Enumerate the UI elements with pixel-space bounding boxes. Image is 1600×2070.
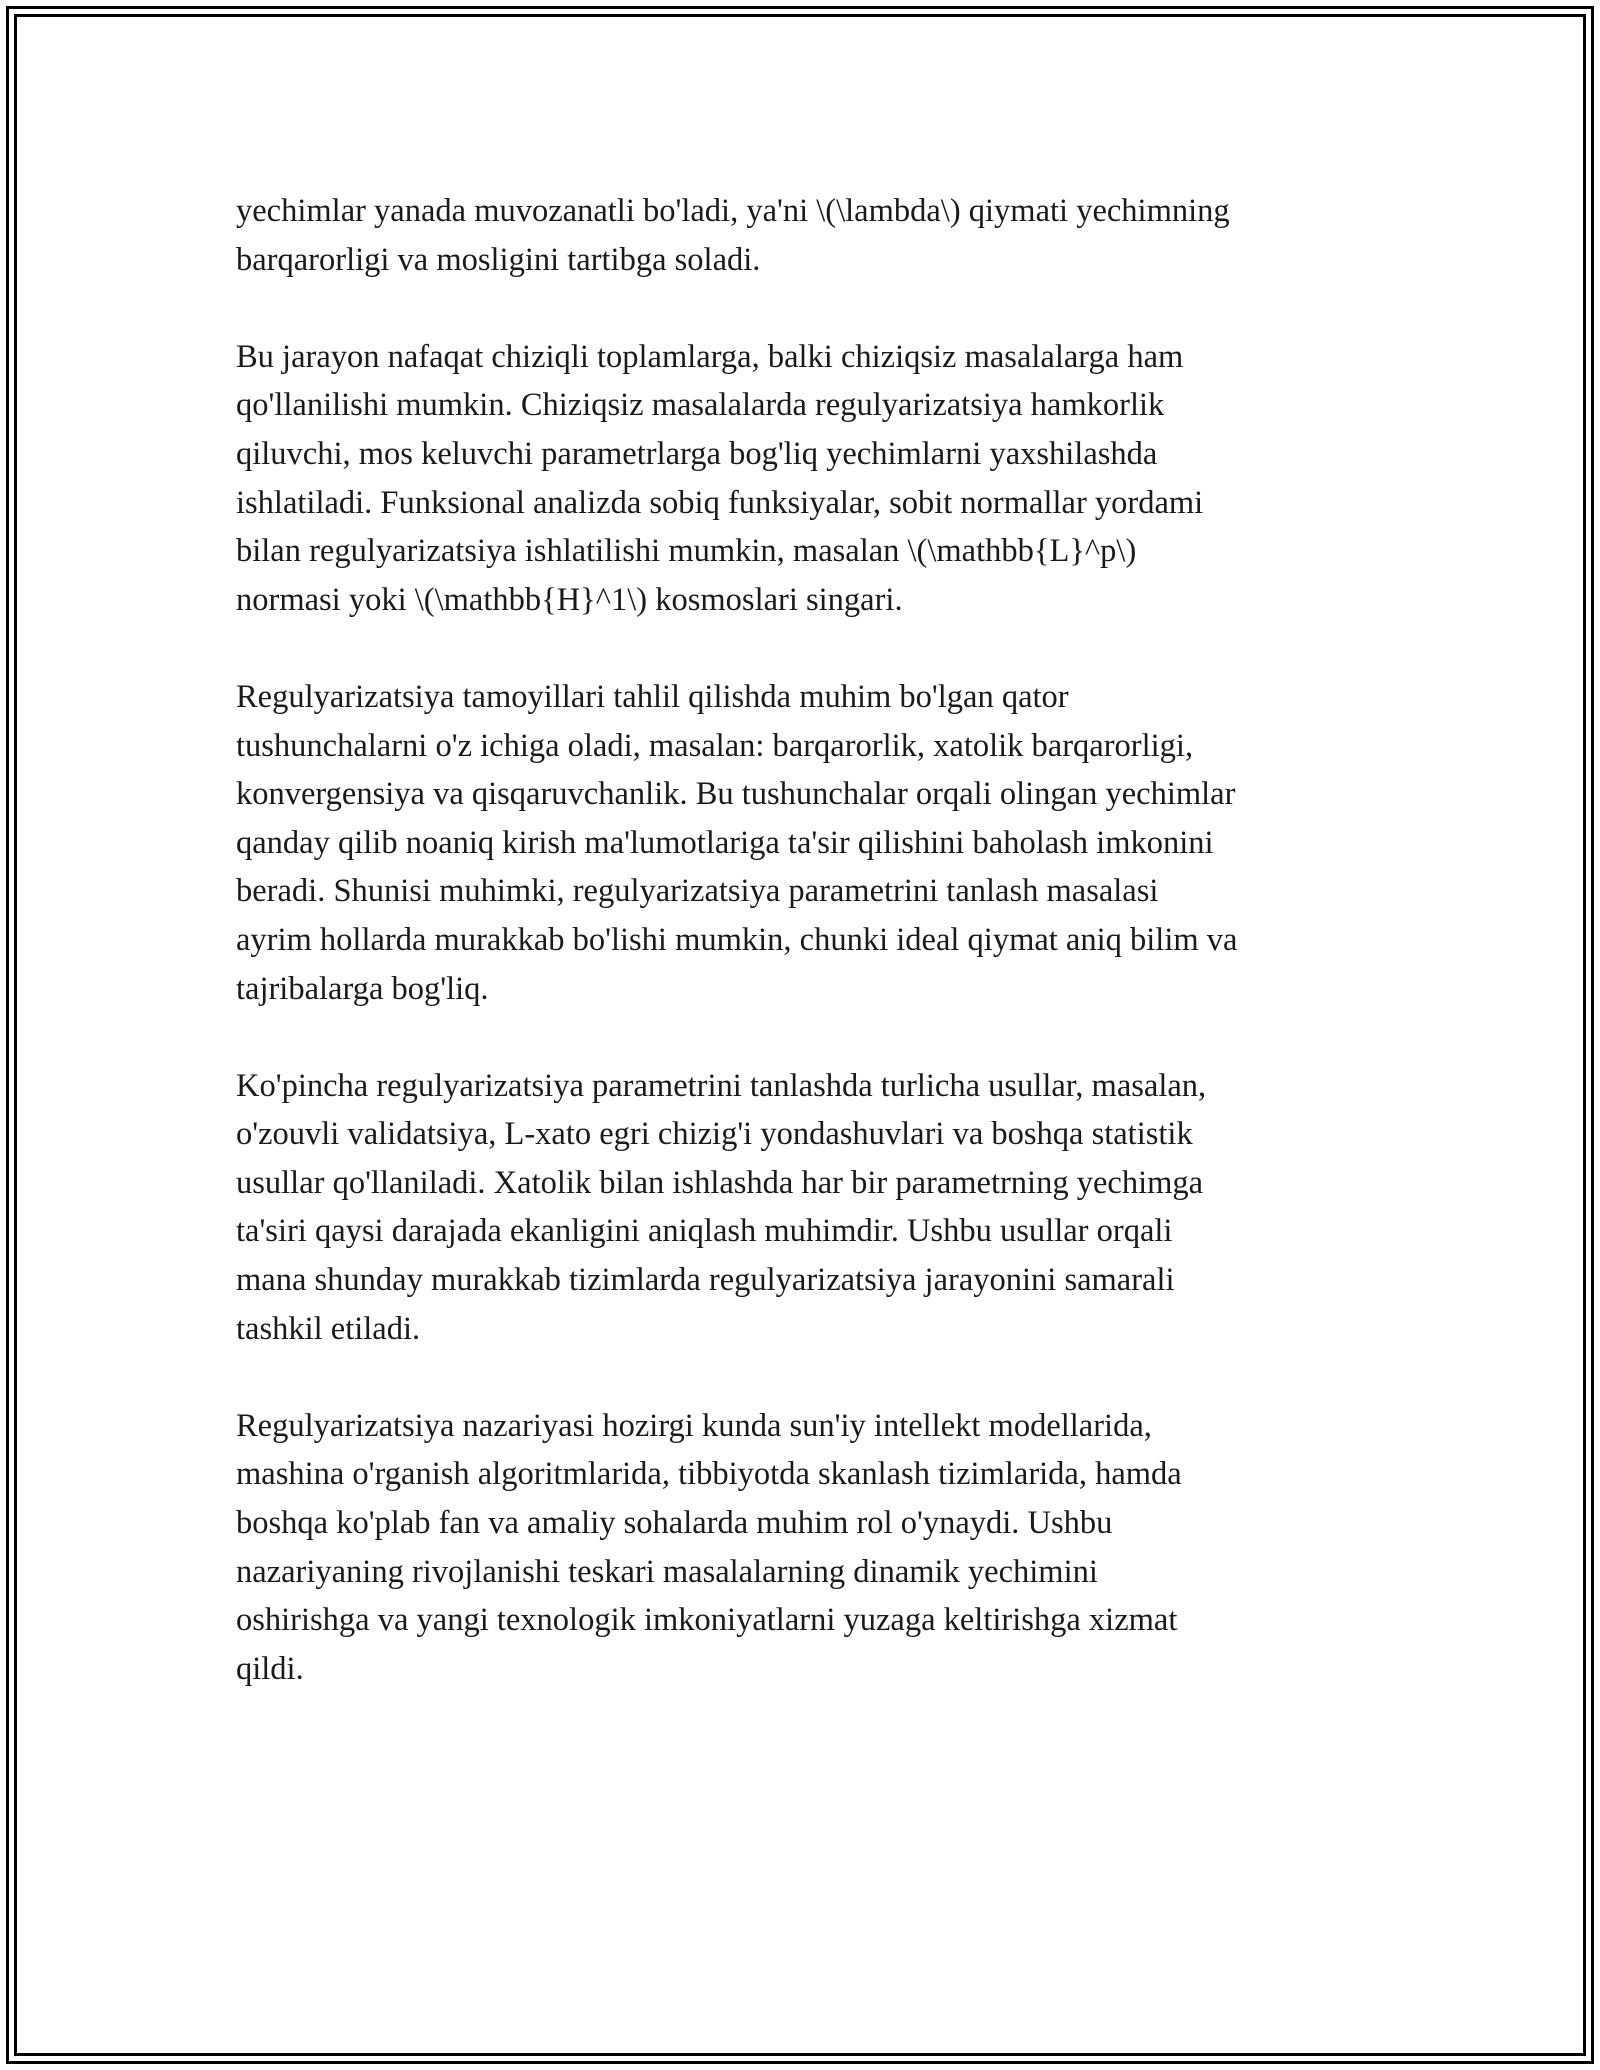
text-line: mashina o'rganish algoritmlarida, tibbiyotda skanlash tizimlarida, hamda [236, 1456, 1182, 1493]
text-line: yechimlar yanada muvozanatli bo'ladi, ya'ni \(\lambda\) qiymati yechimning [236, 193, 1230, 229]
text-line: ishlatiladi. Funksional analizda sobiq funksiyalar, sobit normallar yordami [236, 484, 1204, 521]
text-line: nazariyaning rivojlanishi teskari masalalarning dinamik yechimini [236, 1553, 1098, 1590]
text-line: oshirishga va yangi texnologik imkoniyatlarni yuzaga keltirishga xizmat [236, 1602, 1178, 1639]
text-line: tashkil etiladi. [236, 1310, 421, 1347]
text-line: tajribalarga bog'liq. [236, 970, 489, 1007]
text-line: usullar qo'llaniladi. Xatolik bilan ishlashda har bir parametrning yechimga [236, 1164, 1204, 1201]
paragraph-2 [236, 333, 1376, 625]
text-line: o'zouvli validatsiya, L-xato egri chizig'i yondashuvlari va boshqa statistik [236, 1116, 1193, 1153]
text-line: mana shunday murakkab tizimlarda regulyarizatsiya jarayonini samarali [236, 1262, 1175, 1299]
text-line: tushunchalarni o'z ichiga oladi, masalan: barqarorlik, xatolik barqarorligi, [236, 727, 1194, 764]
paragraph-3 [236, 673, 1376, 1013]
text-line: barqarorligi va mosligini tartibga soladi. [236, 241, 761, 278]
text-line: Bu jarayon nafaqat chiziqli toplamlarga, balki chiziqsiz masalalarga ham [236, 338, 1184, 375]
text-line: ayrim hollarda murakkab bo'lishi mumkin, chunki ideal qiymat aniq bilim va [236, 921, 1238, 958]
text-line: boshqa ko'plab fan va amaliy sohalarda muhim rol o'ynaydi. Ushbu [236, 1505, 1113, 1542]
paragraph-1 [236, 187, 1376, 284]
text-line: ta'siri qaysi darajada ekanligini aniqlash muhimdir. Ushbu usullar orqali [236, 1213, 1173, 1250]
document-body [236, 187, 1376, 1742]
text-line: qo'llanilishi mumkin. Chiziqsiz masalalarda regulyarizatsiya hamkorlik [236, 387, 1165, 424]
paragraph-4 [236, 1062, 1376, 1354]
text-line: qildi. [236, 1650, 304, 1687]
text-line: beradi. Shunisi muhimki, regulyarizatsiya parametrini tanlash masalasi [236, 873, 1159, 910]
text-line: Regulyarizatsiya nazariyasi hozirgi kunda sun'iy intellekt modellarida, [236, 1407, 1152, 1444]
text-line: qanday qilib noaniq kirish ma'lumotlariga ta'sir qilishini baholash imkonini [236, 824, 1214, 861]
text-line: konvergensiya va qisqaruvchanlik. Bu tushunchalar orqali olingan yechimlar [236, 776, 1236, 813]
paragraph-5 [236, 1402, 1376, 1694]
text-line: normasi yoki \(\mathbb{H}^1\) kosmoslari singari. [236, 581, 903, 618]
text-line: Regulyarizatsiya tamoyillari tahlil qilishda muhim bo'lgan qator [236, 678, 1069, 715]
text-line: bilan regulyarizatsiya ishlatilishi mumkin, masalan \(\mathbb{L}^p\) [236, 533, 1137, 570]
text-line: Ko'pincha regulyarizatsiya parametrini tanlashda turlicha usullar, masalan, [236, 1067, 1207, 1104]
text-line: qiluvchi, mos keluvchi parametrlarga bog'liq yechimlarni yaxshilashda [236, 435, 1158, 472]
